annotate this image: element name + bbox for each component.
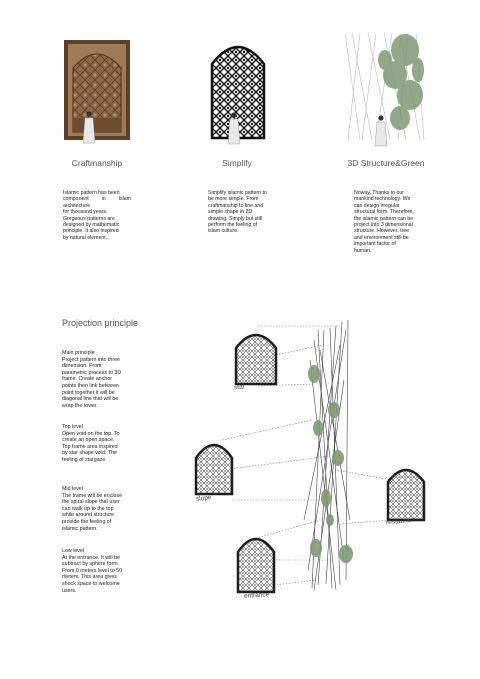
level-low: Low level At the entrance. It will be subtract by sphere form. From 0 meters level to 50 meters. This area gives shock space to welcome users. — [62, 548, 123, 594]
column-text-craftmanship: Islamic pattern has been component in Islam architecture for thousand years. Gorgeous patterns are designed by mathematic principle. It also inspired by natural element. — [63, 190, 131, 241]
column-title-simplify: Simplify — [222, 158, 252, 168]
column-text-simplify: Simplify islamic pattern to be more simple. From craftmanship to line and simple shape in 2D drawing. Simply but still perform the feeling of islam culture. — [208, 190, 267, 235]
tag-restaurant: restaurant — [385, 516, 416, 527]
tag-star: star — [233, 383, 246, 392]
level-mid: Mid level The frame will be enclose the spiral slope that user can walk up to the top while around structure provide the feeling of islamic pattern. — [62, 486, 123, 532]
section-title: Projection principle — [62, 318, 139, 328]
entrance-frame — [238, 539, 274, 592]
restaurant-frame — [388, 470, 424, 520]
column-text-structure: Noway, Thanks to our mankind technology. We can design irregular structural form. Therefore, the islamic pattern can be project into 3 dimensional structure. However, tree and environment still be important factor of human. — [354, 190, 414, 254]
craftmanship-panel-image — [64, 40, 130, 140]
tag-entrance: entrance — [243, 591, 270, 600]
tag-slope: slope — [195, 494, 212, 503]
column-title-structure: 3D Structure&Green — [347, 158, 425, 168]
slope-frame — [196, 445, 232, 494]
column-title-craftmanship: Craftmanship — [71, 158, 123, 168]
person-figure-3 — [375, 115, 387, 146]
level-top: Top level Open void on the top. To create an open space. Top frame area inspired by star shape void. The feeling of stargaze — [62, 424, 120, 463]
star-frame — [236, 335, 276, 384]
level-main-principle: Main principle Project pattern into three dimension. From parametric process to 3D frame. Create anchor points then link between point together it will be diagonal line that will be wrap the tower. — [62, 350, 122, 409]
